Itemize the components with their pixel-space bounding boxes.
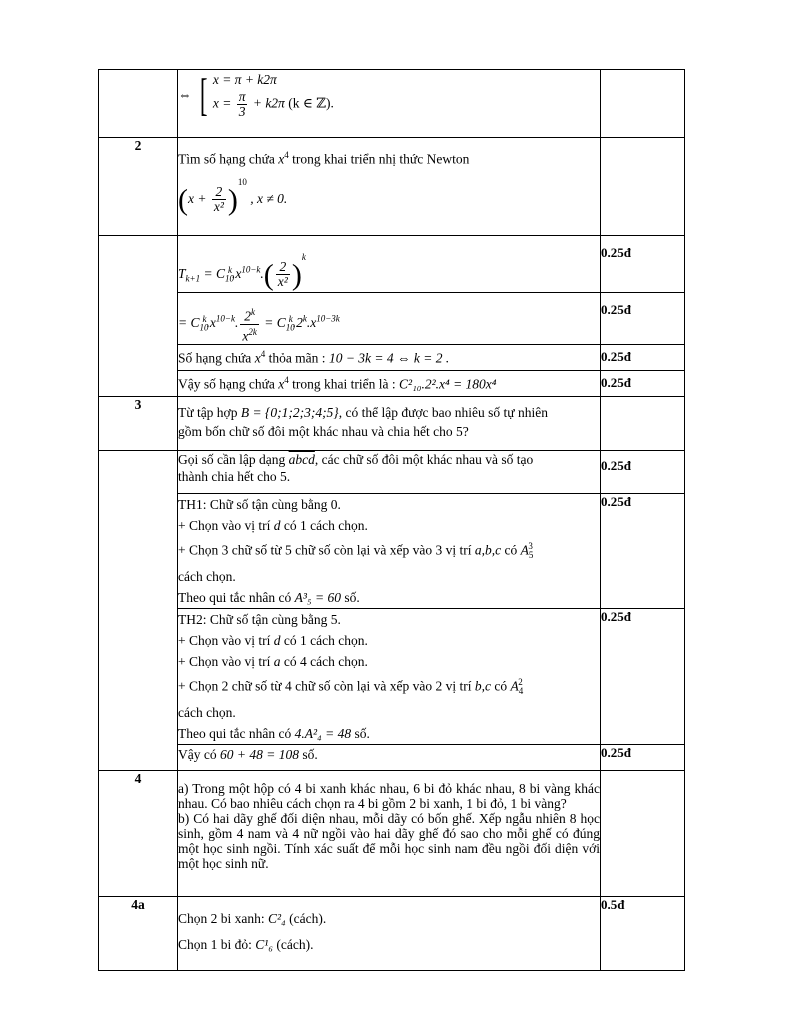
text-3: thành chia hết cho 5. — [178, 469, 291, 484]
expr-x: x + — [188, 190, 207, 206]
score-cell: 0.25đ — [601, 745, 685, 771]
step-text: Chọn 2 bi xanh: — [178, 911, 265, 927]
frac-den: x² — [277, 274, 288, 290]
answer-content: $T_{k+1} = C_{10}^k.x^{10-k}$.( $\frac{2}{\text{x²}}$ )$^k$ — [178, 236, 601, 293]
expr-cond: , x ≠ 0. — [250, 190, 288, 206]
arrangement-sup: 2 — [518, 677, 523, 688]
frac-den-exp: 2k — [248, 326, 257, 337]
step-text-2: có 1 cách chọn. — [283, 633, 368, 649]
c-sup: k — [227, 264, 232, 275]
abcd-var: abcd — [288, 452, 315, 467]
question-text: Tìm số hạng chứa — [178, 151, 275, 167]
answer-content: = $C_{10}^k.x^{10-k}$. $\frac{2^k}{x^{2k}}$ = $C_{10}^k.2^k.x^{10-3k}$ — [178, 293, 601, 345]
score-cell — [601, 771, 685, 897]
step-unit: (cách). — [276, 937, 314, 953]
score-cell: 0.25đ — [601, 236, 685, 293]
question-b: b) Có hai dãy ghế đối diện nhau, mỗi dãy có bốn ghế. Xếp ngẫu nhiên 8 học sinh, gồm 4 nam và 4 nữ ngồi vào hai dãy ghế đó sao cho mỗi ghế có đúng một học sinh ngồi. Tính xác suất để mỗi học sinh nam đều ngồi đối diện với một học sinh nữ. — [178, 811, 600, 872]
bracket-symbol: [ — [199, 68, 207, 120]
math-expr: C²₁₀.2².x⁴ = 180x⁴ — [399, 376, 497, 392]
equivalence-symbol: ⇔ — [178, 87, 192, 102]
answer-content: Số hạng chứa $x^4$ thỏa mãn : 10 − 3k = 4 ⇔ k = 2 . — [178, 345, 601, 371]
table-row — [99, 293, 685, 345]
table-row — [99, 609, 685, 745]
c2-sub: 10 — [285, 322, 295, 333]
arrangement-sub: 4 — [518, 686, 524, 697]
frac-exp: k — [301, 252, 306, 262]
step-text: + Chọn 3 chữ số từ 5 chữ số còn lại và xếp vào 3 vị trí — [178, 542, 472, 558]
math-expr: 60 + 48 = 108 — [219, 747, 299, 763]
table-row — [99, 494, 685, 609]
empty-cell — [99, 236, 178, 397]
answer-content — [178, 745, 601, 771]
text-1: Từ tập hợp — [178, 405, 238, 420]
text-mid: thỏa mãn : — [268, 350, 326, 366]
step-text-2: có 1 cách chọn. — [283, 518, 368, 533]
step-var: d — [273, 518, 281, 533]
frac-num-exp: k — [250, 307, 255, 317]
frac-den: x — [242, 328, 249, 343]
arrangement-symbol: A — [510, 678, 519, 694]
table-row — [99, 236, 685, 293]
question-number: 2 — [99, 138, 178, 236]
step-var: a,b,c — [474, 542, 502, 558]
equation-1: x = π + k2π — [212, 72, 277, 87]
score-cell — [601, 397, 685, 451]
step-unit: (cách). — [289, 911, 327, 927]
result-text: Theo qui tắc nhân có — [178, 726, 292, 742]
term-exp: 4 — [260, 349, 266, 359]
step-text: cách chọn. — [178, 705, 236, 721]
result-math: 4.A²₄ = 48 — [294, 726, 352, 742]
step-text: + Chọn vào vị trí — [178, 633, 271, 649]
frac-num: 2 — [244, 308, 251, 324]
question-number: 4a — [99, 897, 178, 971]
term-exp: 4 — [284, 375, 289, 385]
math-expr: 10 − 3k = 4 ⇔ k = 2 . — [328, 350, 450, 366]
result-math: A³₅ = 60 — [294, 590, 341, 606]
term-exp: 4 — [284, 150, 289, 160]
score-cell: 0.25đ — [601, 609, 685, 745]
arrangement-symbol: A — [520, 542, 529, 558]
score-cell: 0.25đ — [601, 494, 685, 609]
step-var: b,c — [474, 678, 492, 694]
question-text-2: trong khai triển nhị thức Newton — [292, 151, 470, 167]
step-text: + Chọn 2 chữ số từ 4 chữ số còn lại và xếp vào 2 vị trí — [178, 678, 472, 694]
step-math: C¹₆ — [255, 937, 274, 953]
score-cell: 0.5đ — [601, 897, 685, 971]
step-text: cách chọn. — [178, 569, 236, 585]
expr-num: 2 — [212, 185, 226, 200]
c-sub: 10 — [199, 322, 209, 333]
text: Số hạng chứa — [178, 350, 252, 366]
condition: (k ∈ ℤ). — [288, 95, 334, 111]
frac-num: 2 — [276, 260, 290, 275]
answer-content: Vậy số hạng chứa $x^4$ trong khai triển là : C²₁₀.2².x⁴ = 180x⁴ — [178, 371, 601, 397]
equation-system — [178, 70, 600, 119]
answer-table — [98, 69, 685, 971]
t-sub: k+1 — [185, 273, 201, 284]
score-cell: 0.25đ — [601, 345, 685, 371]
score-cell: 0.25đ — [601, 293, 685, 345]
x2-exp: 10−3k — [316, 313, 340, 324]
paren-close: ) — [227, 182, 238, 216]
step-text: + Chọn vào vị trí — [178, 654, 271, 670]
step-text-2: có 4 cách chọn. — [283, 654, 368, 670]
case-title: TH1: Chữ số tận cùng bằng 0. — [178, 497, 341, 512]
x-exp: 10−k — [215, 313, 235, 324]
text-3: gồm bốn chữ số đôi một khác nhau và chia hết cho 5? — [178, 424, 469, 439]
step-text-2: có — [504, 542, 518, 558]
equation-2-den: 3 — [238, 104, 246, 119]
text-1: Gọi số cần lập dạng — [178, 452, 286, 467]
arrangement-sub: 5 — [528, 550, 534, 561]
step-var: a — [273, 654, 281, 670]
question-number: 3 — [99, 397, 178, 451]
equation-2-lhs: x = — [212, 95, 232, 111]
step-text: Chọn 1 bi đỏ: — [178, 937, 252, 953]
equation-2-rhs: + k2π — [252, 95, 285, 111]
question-content — [178, 138, 601, 236]
answer-content — [178, 897, 601, 971]
term-var: x — [278, 151, 285, 167]
answer-content — [178, 70, 601, 138]
table-row — [99, 897, 685, 971]
result-unit: số. — [354, 726, 370, 742]
question-content — [178, 771, 601, 897]
paren-open: ( — [178, 182, 188, 216]
result-text: Theo qui tắc nhân có — [178, 590, 292, 606]
c-sup: k — [202, 313, 207, 324]
text-2: , có thể lập được bao nhiêu số tự nhiên — [338, 405, 548, 420]
text: Vậy số hạng chứa — [178, 376, 275, 392]
answer-content — [178, 494, 601, 609]
step-text-2: có — [494, 678, 508, 694]
table-row — [99, 70, 685, 138]
table-row — [99, 771, 685, 897]
arrangement-sup: 3 — [528, 541, 533, 551]
answer-content — [178, 451, 601, 494]
two-exp: k — [302, 313, 307, 324]
table-row — [99, 451, 685, 494]
table-row — [99, 345, 685, 371]
expr-b: = C — [264, 315, 286, 331]
answer-content — [178, 609, 601, 745]
x-part: .x — [231, 266, 242, 281]
question-number — [99, 70, 178, 138]
c-sub: 10 — [224, 273, 234, 284]
t-eq: = C — [203, 266, 225, 281]
set-expr: B = {0;1;2;3;4;5} — [240, 405, 339, 420]
case-title: TH2: Chữ số tận cùng bằng 5. — [178, 612, 341, 628]
c2-sup: k — [288, 313, 293, 324]
expr-a: = C — [178, 315, 200, 331]
equation-2-num: π — [238, 89, 246, 104]
table-row — [99, 745, 685, 771]
question-number: 4 — [99, 771, 178, 897]
table-row — [99, 397, 685, 451]
t-lhs: T — [178, 266, 186, 281]
step-math: C²₄ — [268, 911, 286, 927]
empty-cell — [99, 451, 178, 771]
expr-den: x² — [213, 198, 224, 214]
result-unit: số. — [344, 590, 360, 606]
expr-exp: 10 — [237, 176, 247, 187]
step-var: d — [273, 633, 281, 649]
score-cell — [601, 138, 685, 236]
step-text: + Chọn vào vị trí — [178, 518, 271, 533]
question-a: a) Trong một hộp có 4 bi xanh khác nhau, 6 bi đỏ khác nhau, 8 bi vàng khác nhau. Có bao nhiêu cách chọn ra 4 bi gồm 2 bi xanh, 1 bi đỏ, 1 bi vàng? — [178, 781, 600, 812]
text-2: số. — [302, 747, 318, 763]
table-row — [99, 371, 685, 397]
text-2: , các chữ số đôi một khác nhau và số tạo — [314, 452, 534, 467]
score-cell: 0.25đ — [601, 451, 685, 494]
question-content — [178, 397, 601, 451]
text-mid: trong khai triển là : — [292, 376, 396, 392]
text: Vậy có — [178, 747, 217, 763]
x-exp: 10−k — [241, 264, 261, 275]
score-cell — [601, 70, 685, 138]
table-row — [99, 138, 685, 236]
score-cell: 0.25đ — [601, 371, 685, 397]
